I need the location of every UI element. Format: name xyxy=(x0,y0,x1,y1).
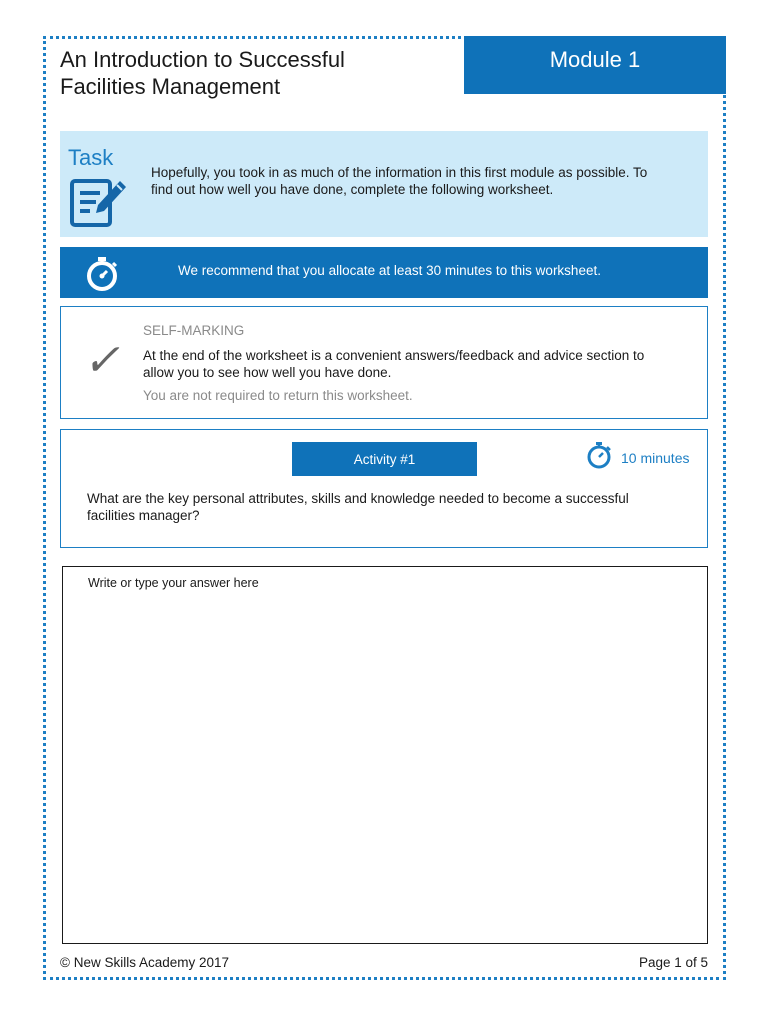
self-marking-note: You are not required to return this worksheet. xyxy=(143,388,413,403)
answer-textarea[interactable] xyxy=(62,566,708,944)
activity-label: Activity #1 xyxy=(353,451,416,467)
activity-badge xyxy=(292,442,477,476)
activity-box xyxy=(60,429,708,548)
footer-copyright: © New Skills Academy 2017 xyxy=(60,955,230,970)
time-recommendation-text: We recommend that you allocate at least 30 minutes to this worksheet. xyxy=(178,263,601,278)
module-label: Module 1 xyxy=(549,47,641,72)
edit-document-icon xyxy=(70,177,128,227)
checkmark-icon: ✓ xyxy=(83,335,120,386)
self-marking-heading: SELF-MARKING xyxy=(143,323,245,338)
time-recommendation-banner xyxy=(60,247,708,298)
task-text: Hopefully, you took in as much of the information in this first module as possible. To find out how well you have done, complete the following worksheet. xyxy=(151,165,648,197)
page-title: An Introduction to Successful Facilities Management xyxy=(60,47,345,99)
task-box xyxy=(60,131,708,237)
stopwatch-icon xyxy=(584,440,614,470)
footer-page-number: Page 1 of 5 xyxy=(638,955,708,970)
activity-question: What are the key personal attributes, skills and knowledge needed to become a successful facilities manager? xyxy=(87,491,629,523)
activity-duration: 10 minutes xyxy=(621,450,690,466)
self-marking-box xyxy=(60,306,708,419)
self-marking-text: At the end of the worksheet is a convenient answers/feedback and advice section to allow you to see how well you have done. xyxy=(143,348,645,380)
task-label: Task xyxy=(68,145,114,170)
module-badge xyxy=(464,36,726,94)
answer-placeholder: Write or type your answer here xyxy=(88,576,259,590)
stopwatch-icon xyxy=(82,253,122,293)
